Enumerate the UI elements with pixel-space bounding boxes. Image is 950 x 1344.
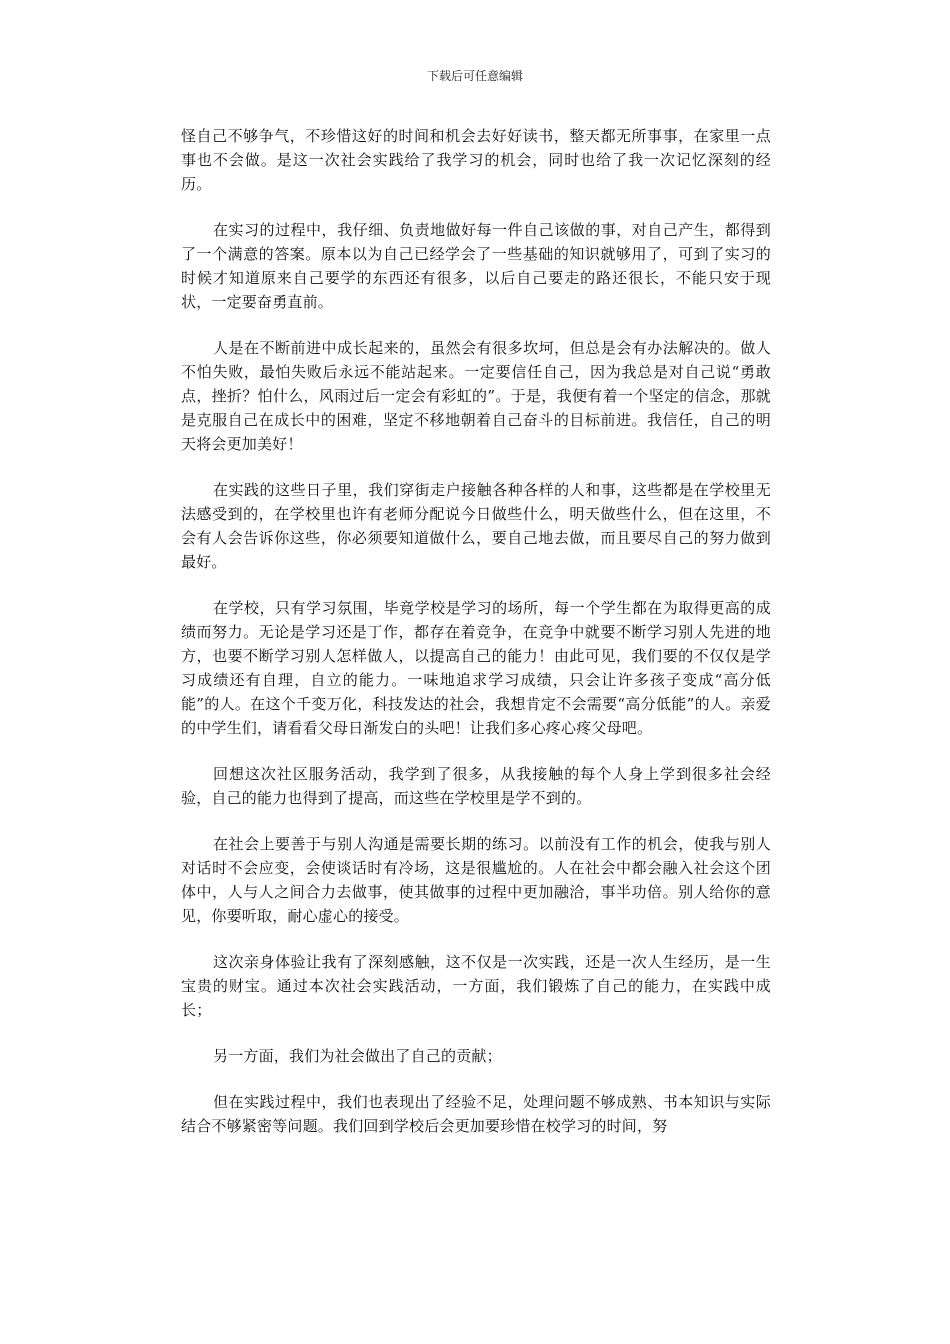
paragraph-4: 在实践的这些日子里，我们穿街走户接触各种各样的人和事，这些都是在学校里无法感受到的，在学校里也许有老师分配说今日做些什么，明天做些什么，但在这里，不会有人会告诉你这些，你必须要知道做什么，要自己地去做，而且要尽自己的努力做到最好。 <box>181 481 771 571</box>
paragraph-5: 在学校，只有学习氛围，毕竟学校是学习的场所，每一个学生都在为取得更高的成绩而努力。无论是学习还是丁作，都存在着竞争，在竞争中就要不断学习别人先进的地方，也要不断学习别人怎样做人，以提高自己的能力！由此可见，我们要的不仅仅是学习成绩还有自理，自立的能力。一味地追求学习成绩，只会让许多孩子变成“高分低能”的人。在这个千变万化，科技发达的社会，我想肯定不会需要“高分低能”的人。亲爱的中学生们，请看看父母日渐发白的头吧！让我们多心疼心疼父母吧。 <box>181 599 771 737</box>
paragraph-9: 另一方面，我们为社会做出了自己的贡献； <box>213 1047 502 1065</box>
paragraph-10: 但在实践过程中，我们也表现出了经验不足，处理问题不够成熟、书本知识与实际结合不够紧密等问题。我们回到学校后会更加要珍惜在校学习的时间，努 <box>181 1093 771 1135</box>
paragraph-3: 人是在不断前进中成长起来的，虽然会有很多坎坷，但总是会有办法解决的。做人不怕失败，最怕失败后永远不能站起来。一定要信任自己，因为我总是对自己说“勇敢点，挫折？怕什么，风雨过后一定会有彩虹的”。于是，我便有着一个坚定的信念，那就是克服自己在成长中的困难，坚定不移地朝着自己奋斗的目标前进。我信任，自己的明天将会更加美好！ <box>181 339 771 453</box>
paragraph-6: 回想这次社区服务活动，我学到了很多，从我接触的每个人身上学到很多社会经验，自己的能力也得到了提高，而这些在学校里是学不到的。 <box>181 765 771 807</box>
document-body <box>181 124 771 1160</box>
paragraph-2: 在实习的过程中，我仔细、负责地做好每一件自己该做的事，对自己产生，都得到了一个满意的答案。原本以为自己已经学会了一些基础的知识就够用了，可到了实习的时候才知道原来自己要学的东西还有很多，以后自己要走的路还很长，不能只安于现状，一定要奋勇直前。 <box>181 221 771 311</box>
paragraph-8: 这次亲身体验让我有了深刻感触，这不仅是一次实践，还是一次人生经历，是一生宝贵的财宝。通过本次社会实践活动，一方面，我们锻炼了自己的能力，在实践中成长； <box>181 953 771 1019</box>
paragraph-7: 在社会上要善于与别人沟通是需要长期的练习。以前没有工作的机会，使我与别人对话时不会应变，会使谈话时有冷场，这是很尴尬的。人在社会中都会融入社会这个团体中，人与人之间合力去做事，使其做事的过程中更加融洽，事半功倍。别人给你的意见，你要听取，耐心虚心的接受。 <box>181 835 771 925</box>
paragraph-1: 怪自己不够争气，不珍惜这好的时间和机会去好好读书，整天都无所事事，在家里一点事也不会做。是这一次社会实践给了我学习的机会，同时也给了我一次记忆深刻的经历。 <box>181 127 771 193</box>
page-header: 下载后可任意编辑 <box>426 69 523 83</box>
